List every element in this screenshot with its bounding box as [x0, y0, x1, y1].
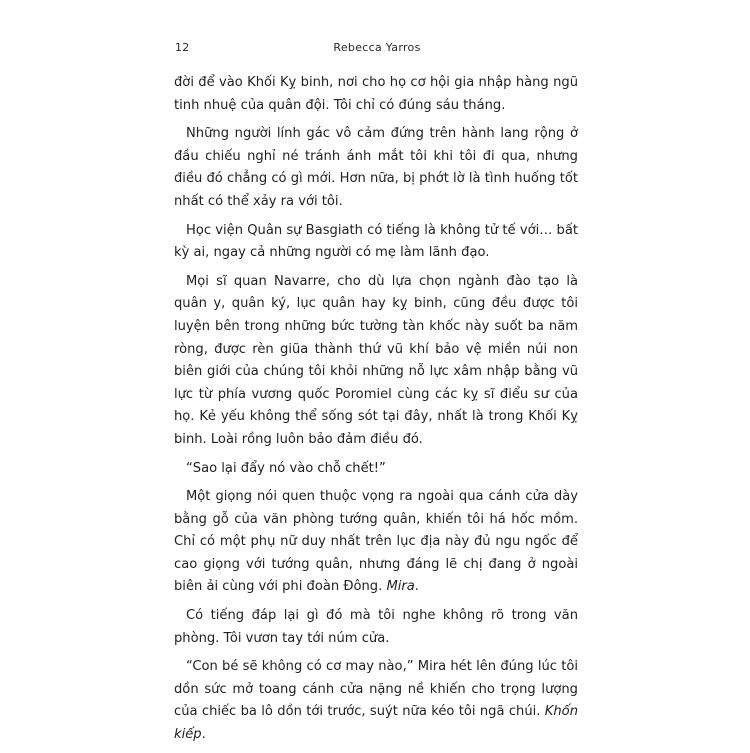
paragraph: đời để vào Khối Kỵ binh, nơi cho họ cơ hội gia nhập hàng ngũ tinh nhuệ của quân đội. Tôi chỉ có đúng sáu tháng. [174, 75, 578, 113]
italic-text: Mira [386, 579, 415, 595]
paragraph: Mọi sĩ quan Navarre, cho dù lựa chọn ngành đào tạo là quân y, quân ký, lục quân hay kỵ binh, cũng đều được tôi luyện bên trong những bức tường tàn khốc này suốt ba năm ròng, được rèn giũa thành thứ vũ khí bảo vệ miền núi non biên giới của chúng tôi khỏi những nỗ lực xâm nhập bằng vũ lực từ phía vương quốc Poromiel cùng các kỵ sĩ điểu sư của họ. Kẻ yếu không thể sống sót tại đây, nhất là trong Khối Kỵ binh. Loài rồng luôn bảo đảm điều đó. [174, 273, 578, 447]
italic-text: Khốn kiếp [174, 704, 578, 743]
paragraph: “Con bé sẽ không có cơ may nào,” Mira hét lên đúng lúc tôi dồn sức mở toang cánh cửa nặng nề khiến cho trọng lượng của chiếc ba lô dồn tới trước, suýt nữa kéo tôi ngã chúi. Khốn kiếp. [174, 659, 578, 743]
running-header [175, 41, 579, 57]
body-text [174, 72, 578, 753]
paragraph: Một giọng nói quen thuộc vọng ra ngoài qua cánh cửa dày bằng gỗ của văn phòng tướng quân, khiến tôi há hốc mồm. Chỉ có một phụ nữ duy nhất trên lục địa này đủ ngu ngốc để cao giọng với tướng quân, nhưng đáng lẽ chị đang ở ngoài biên ải cùng với phi đoàn Đông. Mira. [174, 489, 578, 595]
paragraph: “Sao lại đẩy nó vào chỗ chết!” [186, 460, 386, 476]
author-name: Rebecca Yarros [333, 41, 421, 54]
paragraph: Có tiếng đáp lại gì đó mà tôi nghe không rõ trong văn phòng. Tôi vươn tay tới núm cửa. [174, 608, 578, 646]
page-number: 12 [175, 41, 190, 54]
paragraph: Học viện Quân sự Basgiath có tiếng là không tử tế với… bất kỳ ai, ngay cả những người có mẹ làm lãnh đạo. [174, 222, 578, 261]
paragraph: Những người lính gác vô cảm đứng trên hành lang rộng ở đầu chiếu nghỉ né tránh ánh mắt tôi khi tôi đi qua, nhưng điều đó chẳng có gì mới. Hơn nữa, bị phớt lờ là tình huống tốt nhất có thể xảy ra với tôi. [174, 126, 578, 209]
